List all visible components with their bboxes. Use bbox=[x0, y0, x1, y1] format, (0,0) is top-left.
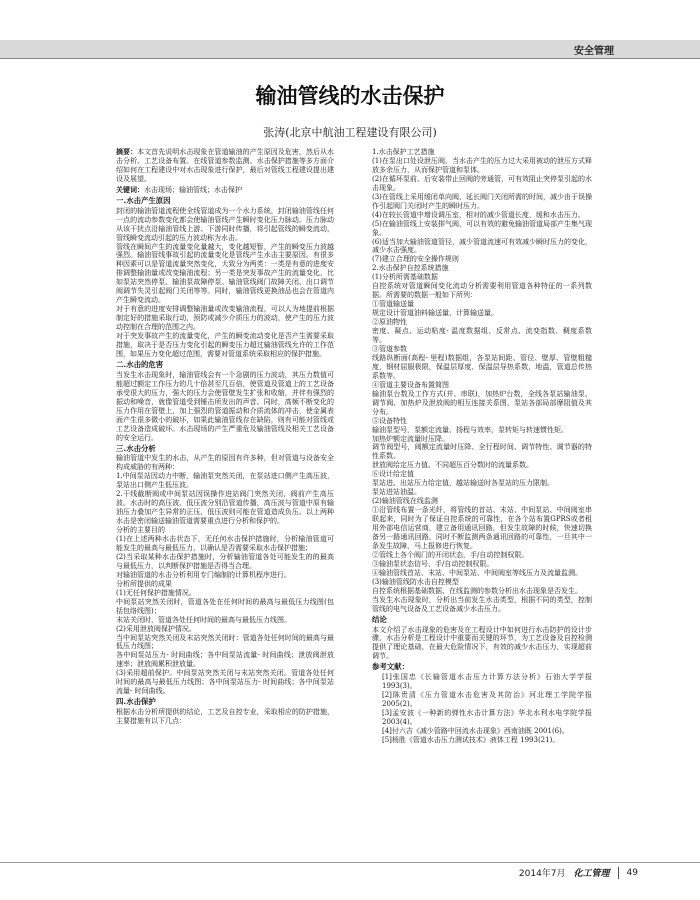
left-column bbox=[116, 148, 334, 726]
paragraph: ⑥设计给定值 bbox=[372, 470, 414, 479]
footer-separator bbox=[618, 867, 619, 879]
paragraph: 输油管道中发生的水击，从产生的原因有许多种，但对管道与设备安全构成威胁的有两种： bbox=[116, 454, 334, 472]
reference-item: [3]孟安波《一种新的弹性水击计算方法》华北水利水电学院学报 2003(4)。 bbox=[382, 709, 592, 727]
paragraph: (3)输油管线防水击自控模型 bbox=[372, 577, 459, 586]
paragraph: ⑤设备特性 bbox=[372, 416, 407, 425]
right-column-body bbox=[372, 148, 592, 745]
paragraph: 2.水击保护自控系统措施 bbox=[372, 264, 449, 273]
left-column-body bbox=[116, 197, 334, 726]
paragraph: 1.中间泵站因动力中断，输油泵突然关闭，在泵站进口侧产生高压波，泵站出口侧产生低压波。 bbox=[116, 472, 334, 490]
paragraph: 加热炉额定流量时压降。 bbox=[372, 434, 449, 443]
page-footer bbox=[519, 866, 638, 879]
abstract-label: 摘要： bbox=[116, 148, 138, 156]
reference-item: [4]付六吉《减少管路中回流水击现象》西南油既 2001(6)。 bbox=[382, 727, 569, 735]
paragraph: 密度、凝点、运动粘度- 温度数据组、反常点、流变指数、稠度系数等。 bbox=[372, 327, 592, 345]
paragraph: ③管道参数 bbox=[372, 344, 407, 353]
paragraph: 输油泵型号，泵额定流量、扬程与效率，泵转矩与转速惯性矩。 bbox=[372, 425, 568, 434]
right-column bbox=[372, 148, 592, 745]
keywords bbox=[116, 186, 334, 195]
paragraph: 泵站进站油温。 bbox=[372, 488, 421, 497]
paragraph: 本文介绍了水击现象的危害及在工程设计中如何进行水击防护的设计步骤，水击分析是工程设计中重要而关键的环节，为工艺设备及自控检测提供了理论基础，在最大危险情况下，有效的减少水击压力，实现超前调节。 bbox=[372, 625, 592, 661]
abstract bbox=[116, 148, 334, 184]
paragraph: ①管道输送量 bbox=[372, 300, 414, 309]
paragraph: (2)输油管线在线监测 bbox=[372, 497, 438, 506]
paragraph: 封闭的输油管道流程使全线管道成为一个水力系统，封闭输油管线任何一点的流动参数变化都会使输油管线产生瞬时变化压力脉动。压力脉动从该干扰点沿输油管线上游、下游同时传播，将引起管线的瞬变流动，管线瞬变流动引起的压力波动称为水击。 bbox=[116, 206, 334, 242]
footer-brand: 化工管理 bbox=[573, 869, 610, 879]
paragraph: 自控系统根据基础数据、在线监测的参数分析出水击现象是否发生。 bbox=[372, 586, 582, 595]
section-heading: 二.水击的危害 bbox=[116, 359, 164, 369]
paragraph: 对于有意的进度安排调整输油量或改变输油流程，可以人为地提前根据制定好的措施采取行动，预防或减少介质压力的波动，使产生的压力波动控制在合理的范围之内。 bbox=[116, 305, 334, 332]
paragraph: ①沿管线布置一条光纤，将管线的首站、末站、中间泵站、中间阀室串联起来，同时为了保证自控系统的可靠性，在各个站布置GPRS或者租用外部电信运营商，建立备用通讯回路，但发生故障的时候，快速切换备另一路通讯回路，同时不断监测两条通讯回路的可靠性，一旦其中一条发生故障，马上报修进行恢复。 bbox=[372, 506, 592, 550]
paragraph: ③输油泵状态信号、手/自动控制权限。 bbox=[372, 559, 494, 568]
paragraph: 末站关闭时，管道各处任何时间的最高与最低压力线图。 bbox=[116, 615, 291, 624]
section-heading: 三.水击分析 bbox=[116, 443, 156, 453]
footer-rule bbox=[0, 862, 700, 863]
article-author: 张涛(北京中航油工程建设有限公司) bbox=[263, 126, 437, 139]
section-heading: 结论 bbox=[372, 614, 387, 624]
paragraph: 自控系统对管道瞬间变化流动分析需要利用管道各种特征的一系列数据。所需要的数据一般如下所列： bbox=[372, 282, 592, 300]
paragraph: 1.水击保护工艺措施 bbox=[372, 148, 435, 156]
article-title: 输油管线的水击保护 bbox=[255, 84, 445, 108]
paragraph: (1)在上述两种水击状态下，无任何水击保护措施时，分析输油管道可能发生的最高与最低压力，以确认是否需要采取水击保护措施； bbox=[116, 535, 334, 552]
paragraph: 分析所提供的成果 bbox=[116, 579, 172, 588]
section-heading: 一.水击产生原因 bbox=[116, 195, 171, 205]
paragraph: (4)在较长管道中增设调压室，相对的减少管道长度，缓和水击压力。 bbox=[372, 210, 585, 219]
paragraph: (3)在管线上采用缓闭单向阀，延长阀门关闭所需的时间，减少由于误操作引起阀门关闭时产生的瞬时压力。 bbox=[372, 192, 592, 210]
paragraph: (2)在循环泵前、后安装带止回阀的旁通管，可有效阻止突停泵引起的水击现象。 bbox=[372, 174, 592, 192]
paragraph: 分析的主要目的 bbox=[116, 526, 165, 535]
header-rule bbox=[0, 58, 700, 59]
paragraph: (2)采用泄放阀保护情况。 bbox=[116, 624, 196, 633]
paragraph: 规定设计管道油料输送量、计算输送量。 bbox=[372, 309, 498, 318]
paragraph: (6)适当加大输油管道管径，减少管道流速可有效减少瞬时压力的变化，减少水击强度。 bbox=[372, 237, 592, 255]
paragraph: (3)采用超前保护。中间泵站突然关闭与末站突然关闭。管道各处任何时间的最高与最低压力线图；各中间泵站压力- 时间曲线；各中间泵站流量- 时间曲线。 bbox=[116, 669, 334, 696]
abstract-text: 本文首先说明水击现象在管道输油的产生原因及危害，然后从水击分析、工艺设备布置、在线管道参数监测、水击保护措施等多方面介绍如何在工程建设中对水击现象进行保护，最后对管线工程建设提出建设及展望。 bbox=[116, 148, 335, 183]
paragraph: (7)建立合理的安全操作规则 bbox=[372, 255, 459, 264]
paragraph: 管线在瞬间产生的流量变化量越大，变化越短暂，产生的瞬变压力波越强烈。输油管线事故引起的流量变化是管线产生水击主要原因。有很多种因素可以是管道流量突然变化，大致分为两类：一类是有意的进度安排调整输油量或改变输油流程；另一类是突发事故产生的流量变化，比如泵站突然停泵、输油泵故障停泵、输油管线阀门故障关闭、出口调节阀调节失灵引起阀门关闭等等。同时，输油管线更换油品也会在管道内产生瞬变流动。 bbox=[116, 242, 334, 305]
paragraph: (1)分析所需基础数据 bbox=[372, 273, 438, 282]
paragraph: (1)无任何保护措施情况。 bbox=[116, 588, 196, 597]
section-label: 安全管理 bbox=[574, 46, 614, 57]
reference-item: [2]陈贵清《压力管道水击危害及其防治》河北理工学院学报 2005(2)。 bbox=[382, 691, 592, 709]
footer-date: 2014年7月 bbox=[518, 869, 566, 879]
keywords-text: 水击现场；输油管线；水击保护 bbox=[144, 185, 242, 194]
paragraph: ④管道主要设备布置简图 bbox=[372, 380, 449, 389]
paragraph: 调节阀型号，阀额定流量时压降、全行程时间、调节特性、调节器的特性系数。 bbox=[372, 443, 592, 461]
paragraph: 对输油管道的水击分析利用专门编制的计算机程序进行。 bbox=[116, 570, 291, 579]
section-heading: 参考文献： bbox=[372, 662, 409, 672]
paragraph: (1)在泵出口处设泄压阀，当水击产生的压力过大采用被动的泄压方式释放多余压力，从而保护管道和泵体。 bbox=[372, 156, 592, 174]
paragraph: 当发生水击现象时，输油管线会有一个急剧的压力波动，其压力数值可能超过额定工作压力的几十倍甚至几百倍，使管道及管道上的工艺设备承受很大的压力，强大的压力会使管壁发生扩张和收缩，并伴有强烈的振动和噪音，就像管道受到锤击所发出的声音。同时，高频不断变化的压力作用在管壁上，加上强烈的管道振动和介质流体的冲击，使金属表面产生很多微小的破坏，如果此输油管线存在缺陷，则有可能对管线或工艺设备造成破坏。水击现场的产生严重危及输油管线及相关工艺设备的安全运行。 bbox=[116, 370, 334, 442]
paragraph: 当发生水击现象时，分析出当前发生水击类型，根据不同的类型，控制管线的电气设备及工艺设备减少水击压力。 bbox=[372, 595, 592, 613]
paragraph: 泵站进、出站压力给定值，越站输送时各泵站的压力限制。 bbox=[372, 479, 554, 488]
paragraph: ②管线上各个阀门的开闭状态，手/自动控制权限。 bbox=[372, 550, 529, 559]
keywords-label: 关键词： bbox=[116, 185, 144, 194]
paragraph: ②原油物性 bbox=[372, 318, 407, 327]
paragraph: 根据水击分析所提供的结论，工艺及自控专业，采取相应的防护措施，主要措施有以下几点： bbox=[116, 708, 334, 726]
paragraph: 线路纵断面(高程- 里程)数据组，各泵站间距、管径、壁厚、管壁粗糙度，钢材屈服极限，保温层厚度、保温层导热系数，地温，管道总传热系数等。 bbox=[372, 353, 592, 380]
paragraph: 中间泵站突然关闭时，管道各处在任何时间的最高与最低压力线图(包括包络线图)； bbox=[116, 597, 334, 615]
reference-item: [5]杨胜《管道水击压力测试技术》液体工程 1993(21)。 bbox=[382, 735, 560, 744]
paragraph: ④输油管线首站、末站、中间泵站、中间阀室等线压力及流量监测。 bbox=[372, 568, 582, 577]
paragraph: 输油泵台数及工作方式(并、串联)，加热炉台数，全线各泵站输油泵、调节阀、加热炉及泄放阀的相互连接关系图，泵站各部局部摩阻值及其分布。 bbox=[372, 389, 592, 416]
reference-item: [1]张国忠《长输管道水击压力计算方法分析》石油大学学报1993(3)。 bbox=[382, 673, 592, 691]
page-number: 49 bbox=[626, 867, 638, 878]
paragraph: 当中间泵站突然关闭及末站突然关闭时：管道各处任何时间的最高与最低压力线图； bbox=[116, 633, 334, 651]
paragraph: 对于突发事故产生的流量变化，产生的瞬变流动变化是否产生需要采取措施，取决于是否压力变化引起的瞬变压力超过输油管线允许的工作范围，如果压力变化超过范围，需要对管道系统采取相应的保护措施。 bbox=[116, 332, 334, 358]
paragraph: 各中间泵站压力- 时间曲线；各中间泵站流量- 时间曲线；泄放阀泄放速率；泄放阀累积泄放量。 bbox=[116, 651, 334, 669]
paragraph: 2.干线截断阀或中间泵站因误操作进站阀门突然关闭，阀前产生高压波。水击时的高压波、低压波分别沿管道传播，高压波与管道中原有输油压力叠加产生异常的正压，低压波则可能在管道造成负压。以上两种水击是密闭输送输油管道需要重点进行分析和保护的。 bbox=[116, 490, 334, 526]
paragraph: (5)在输油管线上安装排气阀，可以有效的避免输油管道局部产生集气现象。 bbox=[372, 219, 592, 237]
section-heading: 四.水击保护 bbox=[116, 697, 156, 707]
paragraph: 泄放阀给定压力值、不同超压百分数时的流量系数。 bbox=[372, 461, 533, 470]
paragraph: (2)当采取某种水击保护措施时，分析输油管道各处可能发生的的最高与最低压力，以判断保护措施是否得当合理。 bbox=[116, 552, 334, 570]
